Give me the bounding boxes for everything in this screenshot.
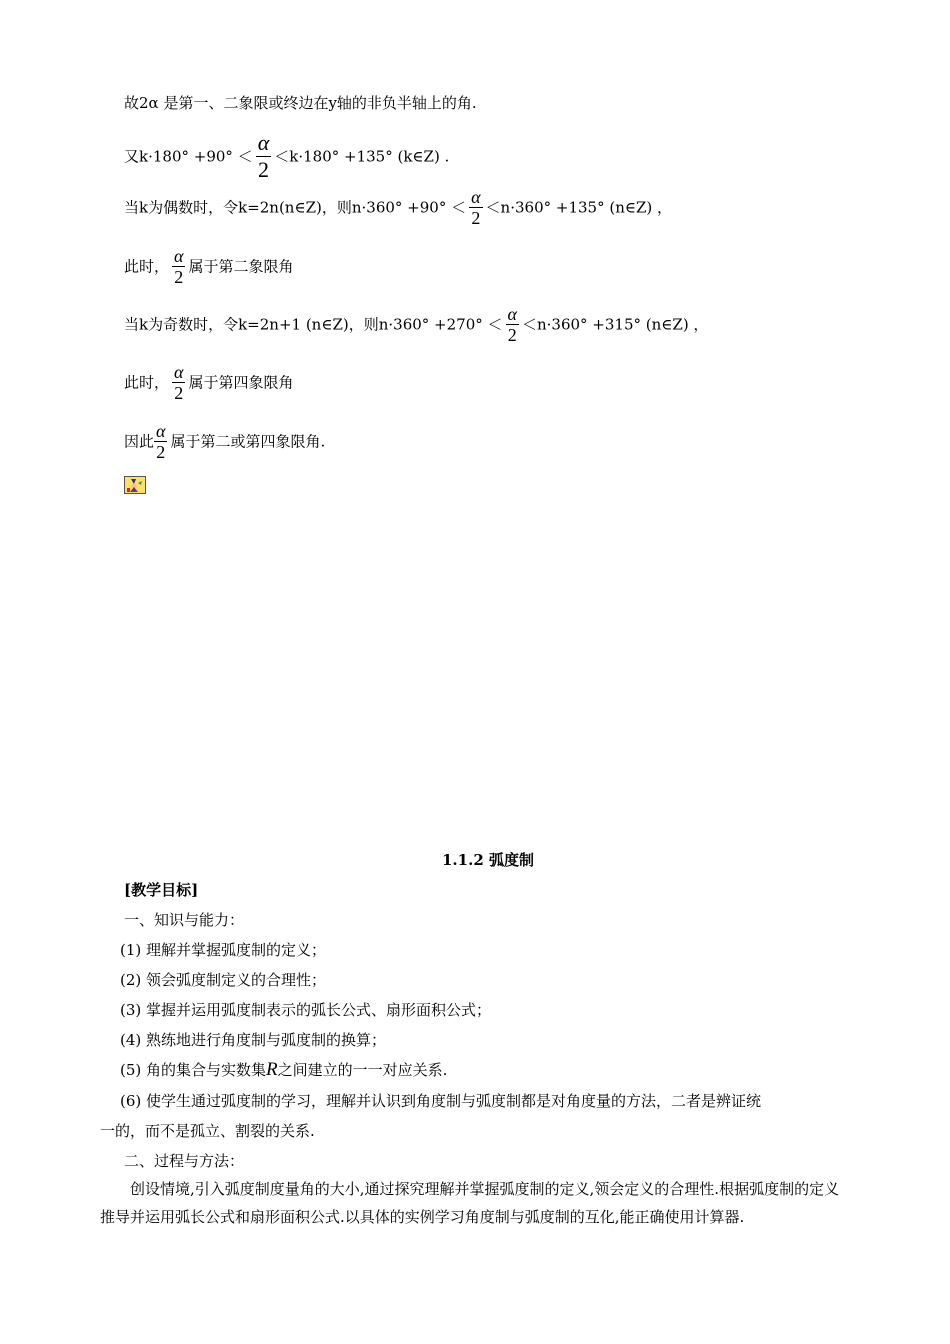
fraction-denominator: 2	[471, 208, 481, 228]
fraction-numerator: α	[174, 246, 184, 266]
text-line-3-pre: 当k为偶数时，令k=2n(n∈Z)，则n·360° +90° ＜	[124, 198, 467, 217]
fraction-denominator: 2	[174, 267, 184, 287]
list-item-2: (2) 领会弧度制定义的合理性；	[120, 971, 327, 989]
alpha-over-2-fraction	[469, 187, 482, 228]
text-line-5	[124, 304, 708, 345]
text-line-4-post: 属于第二象限角	[188, 257, 294, 276]
real-set-symbol: R	[266, 1059, 278, 1080]
text-line-3-post: ＜n·360° +135° (n∈Z) ，	[485, 198, 672, 217]
list-item-6-line-2: 一的，而不是孤立、割裂的关系.	[100, 1122, 315, 1140]
text-line-6-post: 属于第四象限角	[188, 373, 294, 392]
alpha-over-2-fraction	[172, 362, 185, 403]
text-line-6	[124, 362, 293, 403]
fraction-denominator: 2	[507, 325, 517, 345]
subheading-process: 二、过程与方法：	[124, 1152, 245, 1170]
text-line-2-pre: 又k·180° +90° ＜	[124, 147, 253, 166]
fraction-denominator: 2	[156, 442, 166, 462]
fraction-numerator: α	[471, 187, 481, 207]
list-item-5	[120, 1060, 447, 1080]
list-item-6-line-1: (6) 使学生通过弧度制的学习，理解并认识到角度制与弧度制都是对角度量的方法，二者是辨证统	[120, 1092, 762, 1110]
text-line-5-post: ＜n·360° +315° (n∈Z) ，	[521, 315, 709, 334]
text-line-6-pre: 此时，	[124, 373, 170, 392]
fraction-numerator: α	[156, 421, 166, 441]
alpha-over-2-fraction	[154, 421, 167, 462]
alpha-over-2-fraction	[172, 246, 185, 287]
text-line-7	[124, 421, 325, 462]
text-line-1: 故2α 是第一、二象限或终边在y轴的非负半轴上的角.	[124, 94, 477, 112]
list-item-4: (4) 熟练地进行角度制与弧度制的换算；	[120, 1031, 387, 1049]
list-item-3: (3) 掌握并运用弧度制表示的弧长公式、扇形面积公式；	[120, 1001, 492, 1019]
wizard-icon[interactable]	[124, 476, 146, 494]
list-item-5-pre: (5) 角的集合与实数集	[120, 1061, 267, 1079]
text-line-4-pre: 此时，	[124, 257, 170, 276]
subheading-knowledge: 一、知识与能力：	[124, 911, 245, 929]
process-paragraph: 创设情境,引入弧度制度量角的大小,通过探究理解并掌握弧度制的定义,领会定义的合理性.根据弧度制的定义推导并运用弧长公式和扇形面积公式.以具体的实例学习角度制与弧度制的互化,能正确使用计算器.	[100, 1180, 840, 1226]
text-line-4	[124, 246, 293, 287]
fraction-numerator: α	[174, 362, 184, 382]
fraction-denominator: 2	[257, 157, 269, 182]
list-item-1: (1) 理解并掌握弧度制的定义；	[120, 941, 327, 959]
text-line-3	[124, 187, 672, 228]
fraction-numerator: α	[507, 304, 517, 324]
fraction-denominator: 2	[174, 383, 184, 403]
section-heading: [教学目标]	[124, 881, 199, 899]
text-line-2	[124, 130, 449, 183]
text-line-2-post: ＜k·180° +135° (k∈Z) .	[274, 147, 450, 166]
list-item-5-post: 之间建立的一一对应关系.	[277, 1061, 448, 1079]
text-line-7-pre: 因此	[124, 432, 155, 451]
section-title: 1.1.2 弧度制	[442, 851, 534, 869]
alpha-over-2-fraction	[506, 304, 519, 345]
fraction-numerator: α	[257, 130, 270, 155]
alpha-over-2-fraction	[256, 130, 272, 183]
text-line-5-pre: 当k为奇数时，令k=2n+1 (n∈Z)，则n·360° +270° ＜	[124, 315, 503, 334]
text-line-7-post: 属于第二或第四象限角.	[170, 432, 326, 451]
